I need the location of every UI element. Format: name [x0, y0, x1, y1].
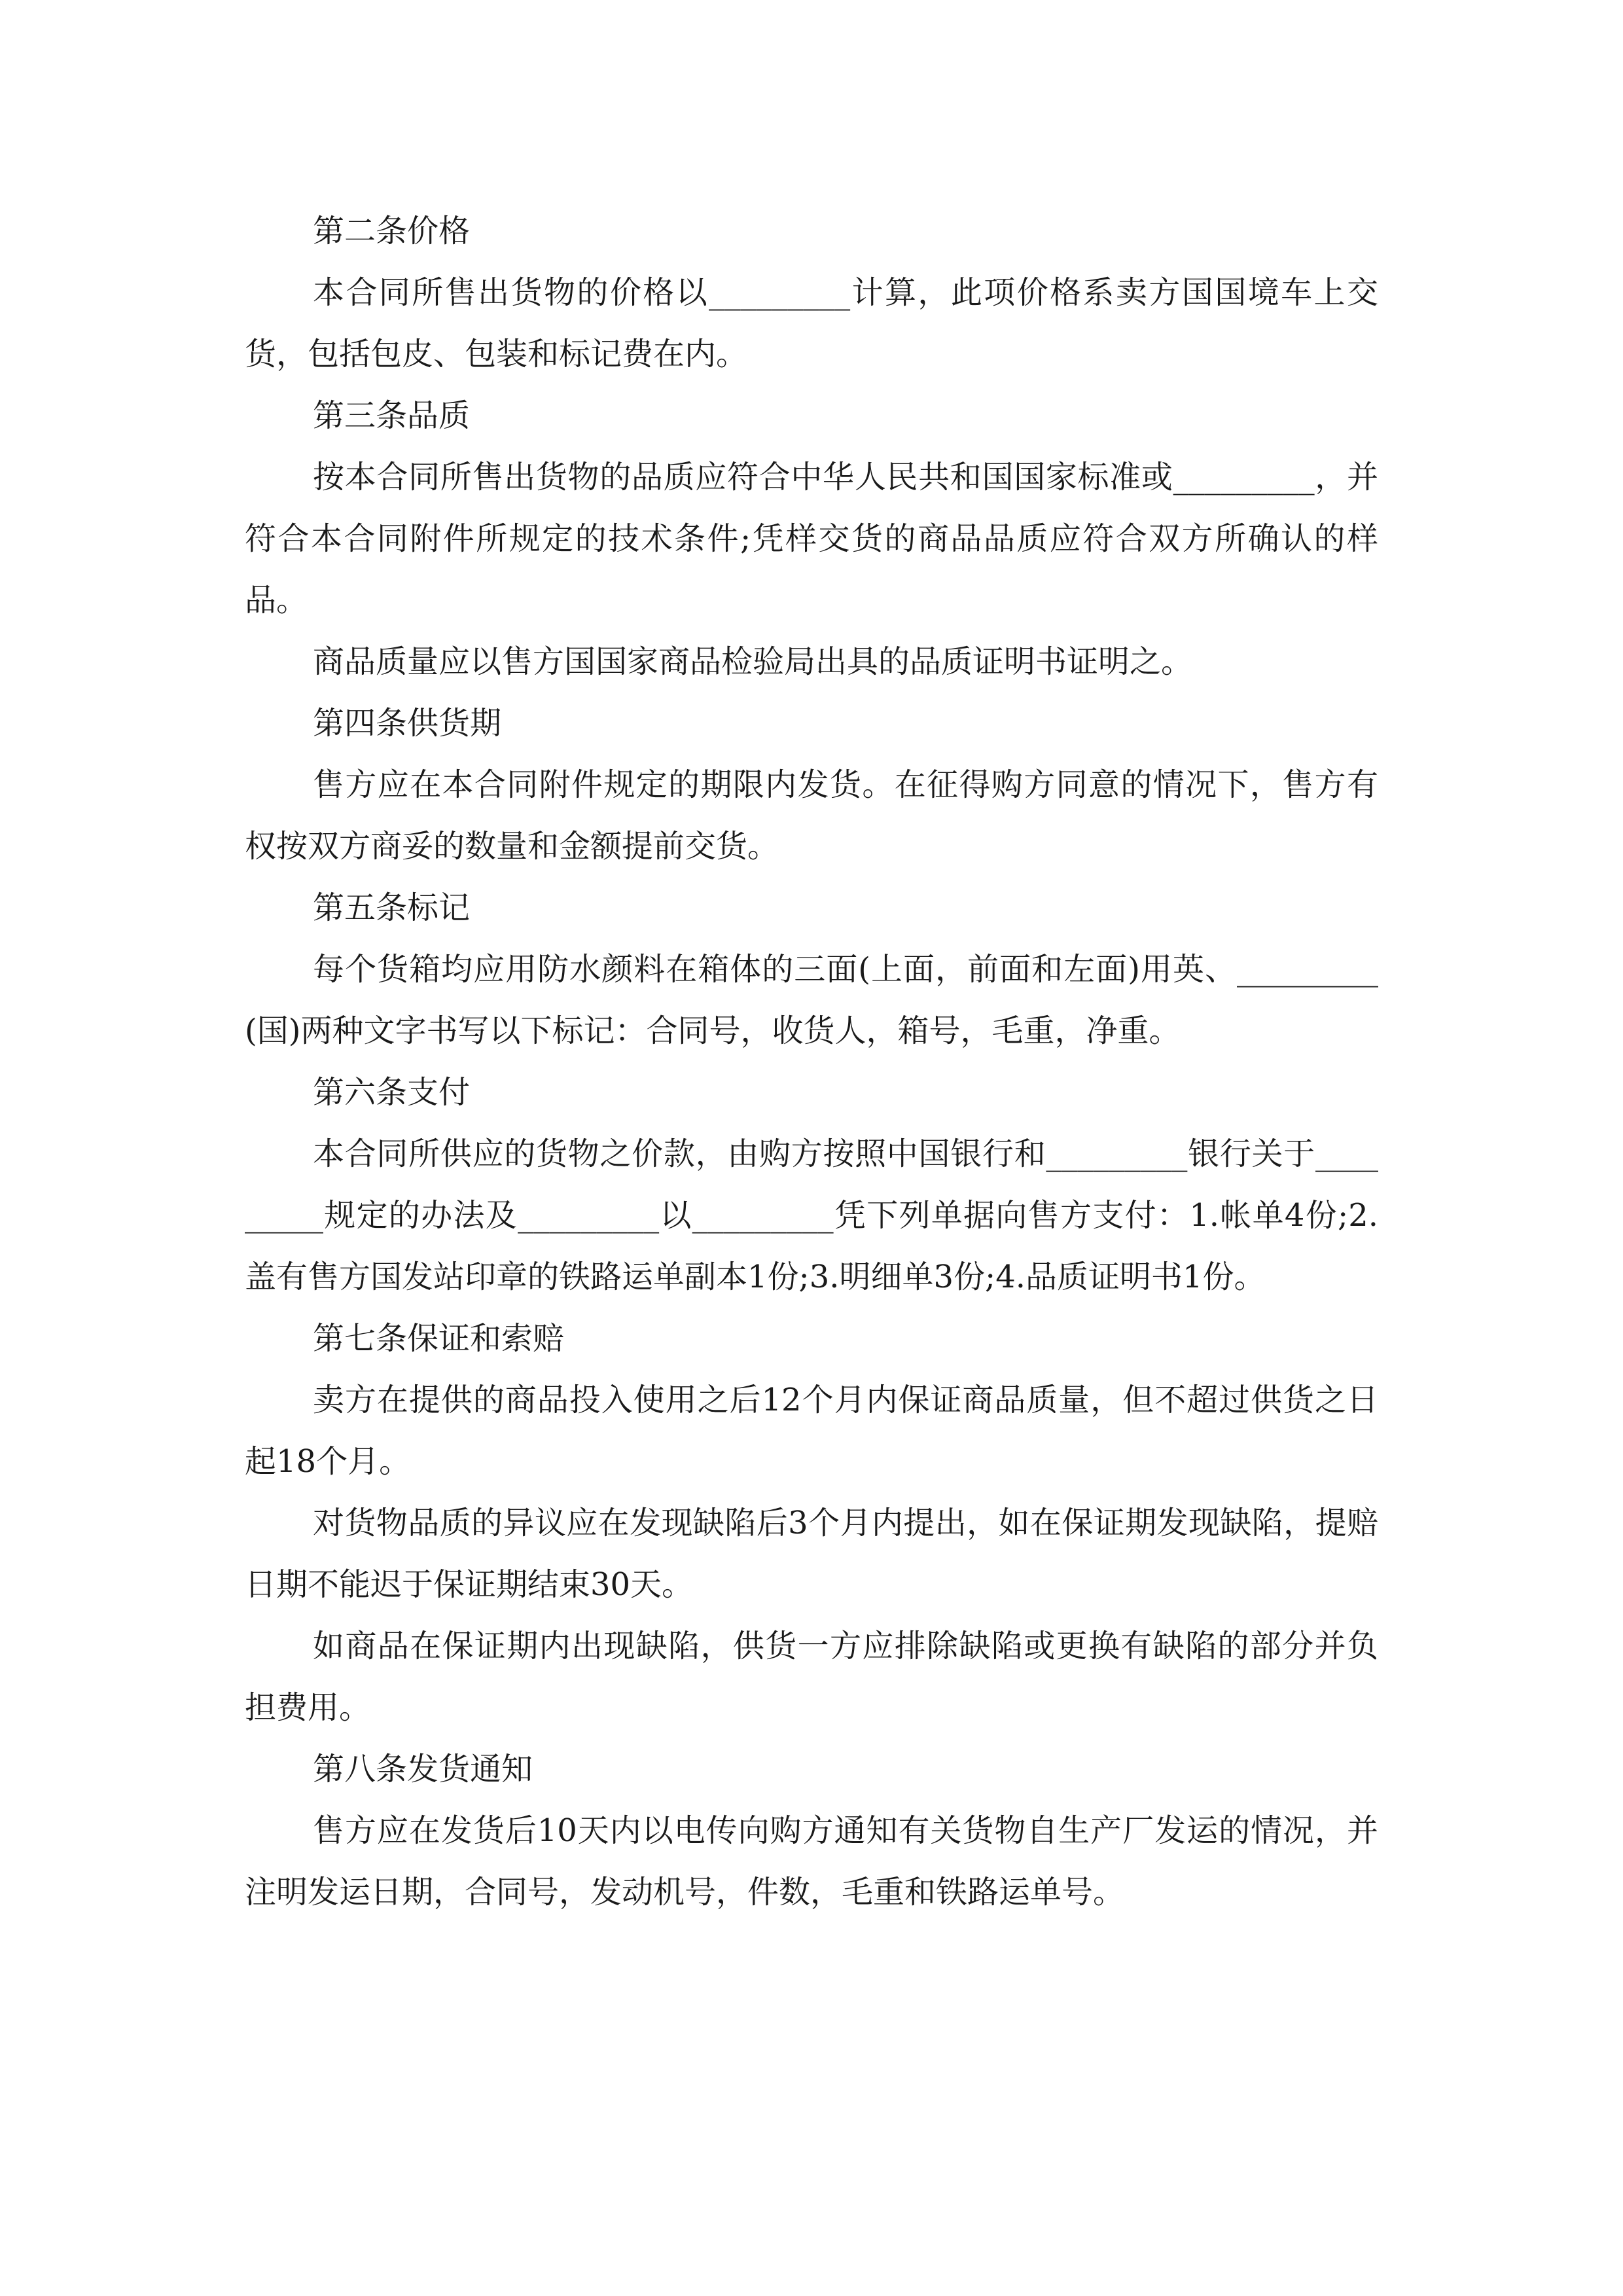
section-heading-warranty: 第七条保证和索赔 [313, 1320, 565, 1357]
section-heading-delivery-period: 第四条供货期 [313, 705, 502, 742]
paragraph-warranty-defects: 如商品在保证期内出现缺陷，供货一方应排除缺陷或更换有缺陷的部分并负担费用。 [245, 1628, 1378, 1726]
section-heading-price: 第二条价格 [313, 213, 471, 249]
section-heading-marking: 第五条标记 [313, 889, 471, 926]
section-heading-quality: 第三条品质 [313, 397, 471, 434]
paragraph-quality-standard: 按本合同所售出货物的品质应符合中华人民共和国国家标准或_________，并符合本合同附件所规定的技术条件;凭样交货的商品品质应符合双方所确认的样品。 [245, 459, 1378, 619]
paragraph-marking: 每个货箱均应用防水颜料在箱体的三面(上面，前面和左面)用英、_________(国)两种文字书写以下标记：合同号，收货人，箱号，毛重，净重。 [245, 951, 1378, 1049]
document-body [245, 200, 1378, 1923]
paragraph-shipping-notice: 售方应在发货后10天内以电传向购方通知有关货物自生产厂发运的情况，并注明发运日期，合同号，发动机号，件数，毛重和铁路运单号。 [245, 1812, 1378, 1910]
paragraph-warranty-period: 卖方在提供的商品投入使用之后12个月内保证商品质量，但不超过供货之日起18个月。 [245, 1382, 1378, 1480]
paragraph-warranty-objection: 对货物品质的异议应在发现缺陷后3个月内提出，如在保证期发现缺陷，提赔日期不能迟于保证期结束30天。 [245, 1505, 1378, 1603]
section-heading-payment: 第六条支付 [313, 1074, 471, 1111]
paragraph-quality-certificate: 商品质量应以售方国国家商品检验局出具的品质证明书证明之。 [313, 643, 1193, 680]
paragraph-payment: 本合同所供应的货物之价款，由购方按照中国银行和_________银行关于_________规定的办法及_________以_________凭下列单据向售方支付：1.帐单4份;2.盖有售方国发站印章的铁路运单副本1份;3.明细单3份;4.品质证明书1份。 [245, 1136, 1378, 1295]
paragraph-price-terms: 本合同所售出货物的价格以_________计算，此项价格系卖方国国境车上交货，包括包皮、包装和标记费在内。 [245, 274, 1378, 372]
paragraph-delivery-period: 售方应在本合同附件规定的期限内发货。在征得购方同意的情况下，售方有权按双方商妥的数量和金额提前交货。 [245, 766, 1378, 865]
section-heading-shipping-notice: 第八条发货通知 [313, 1751, 533, 1787]
